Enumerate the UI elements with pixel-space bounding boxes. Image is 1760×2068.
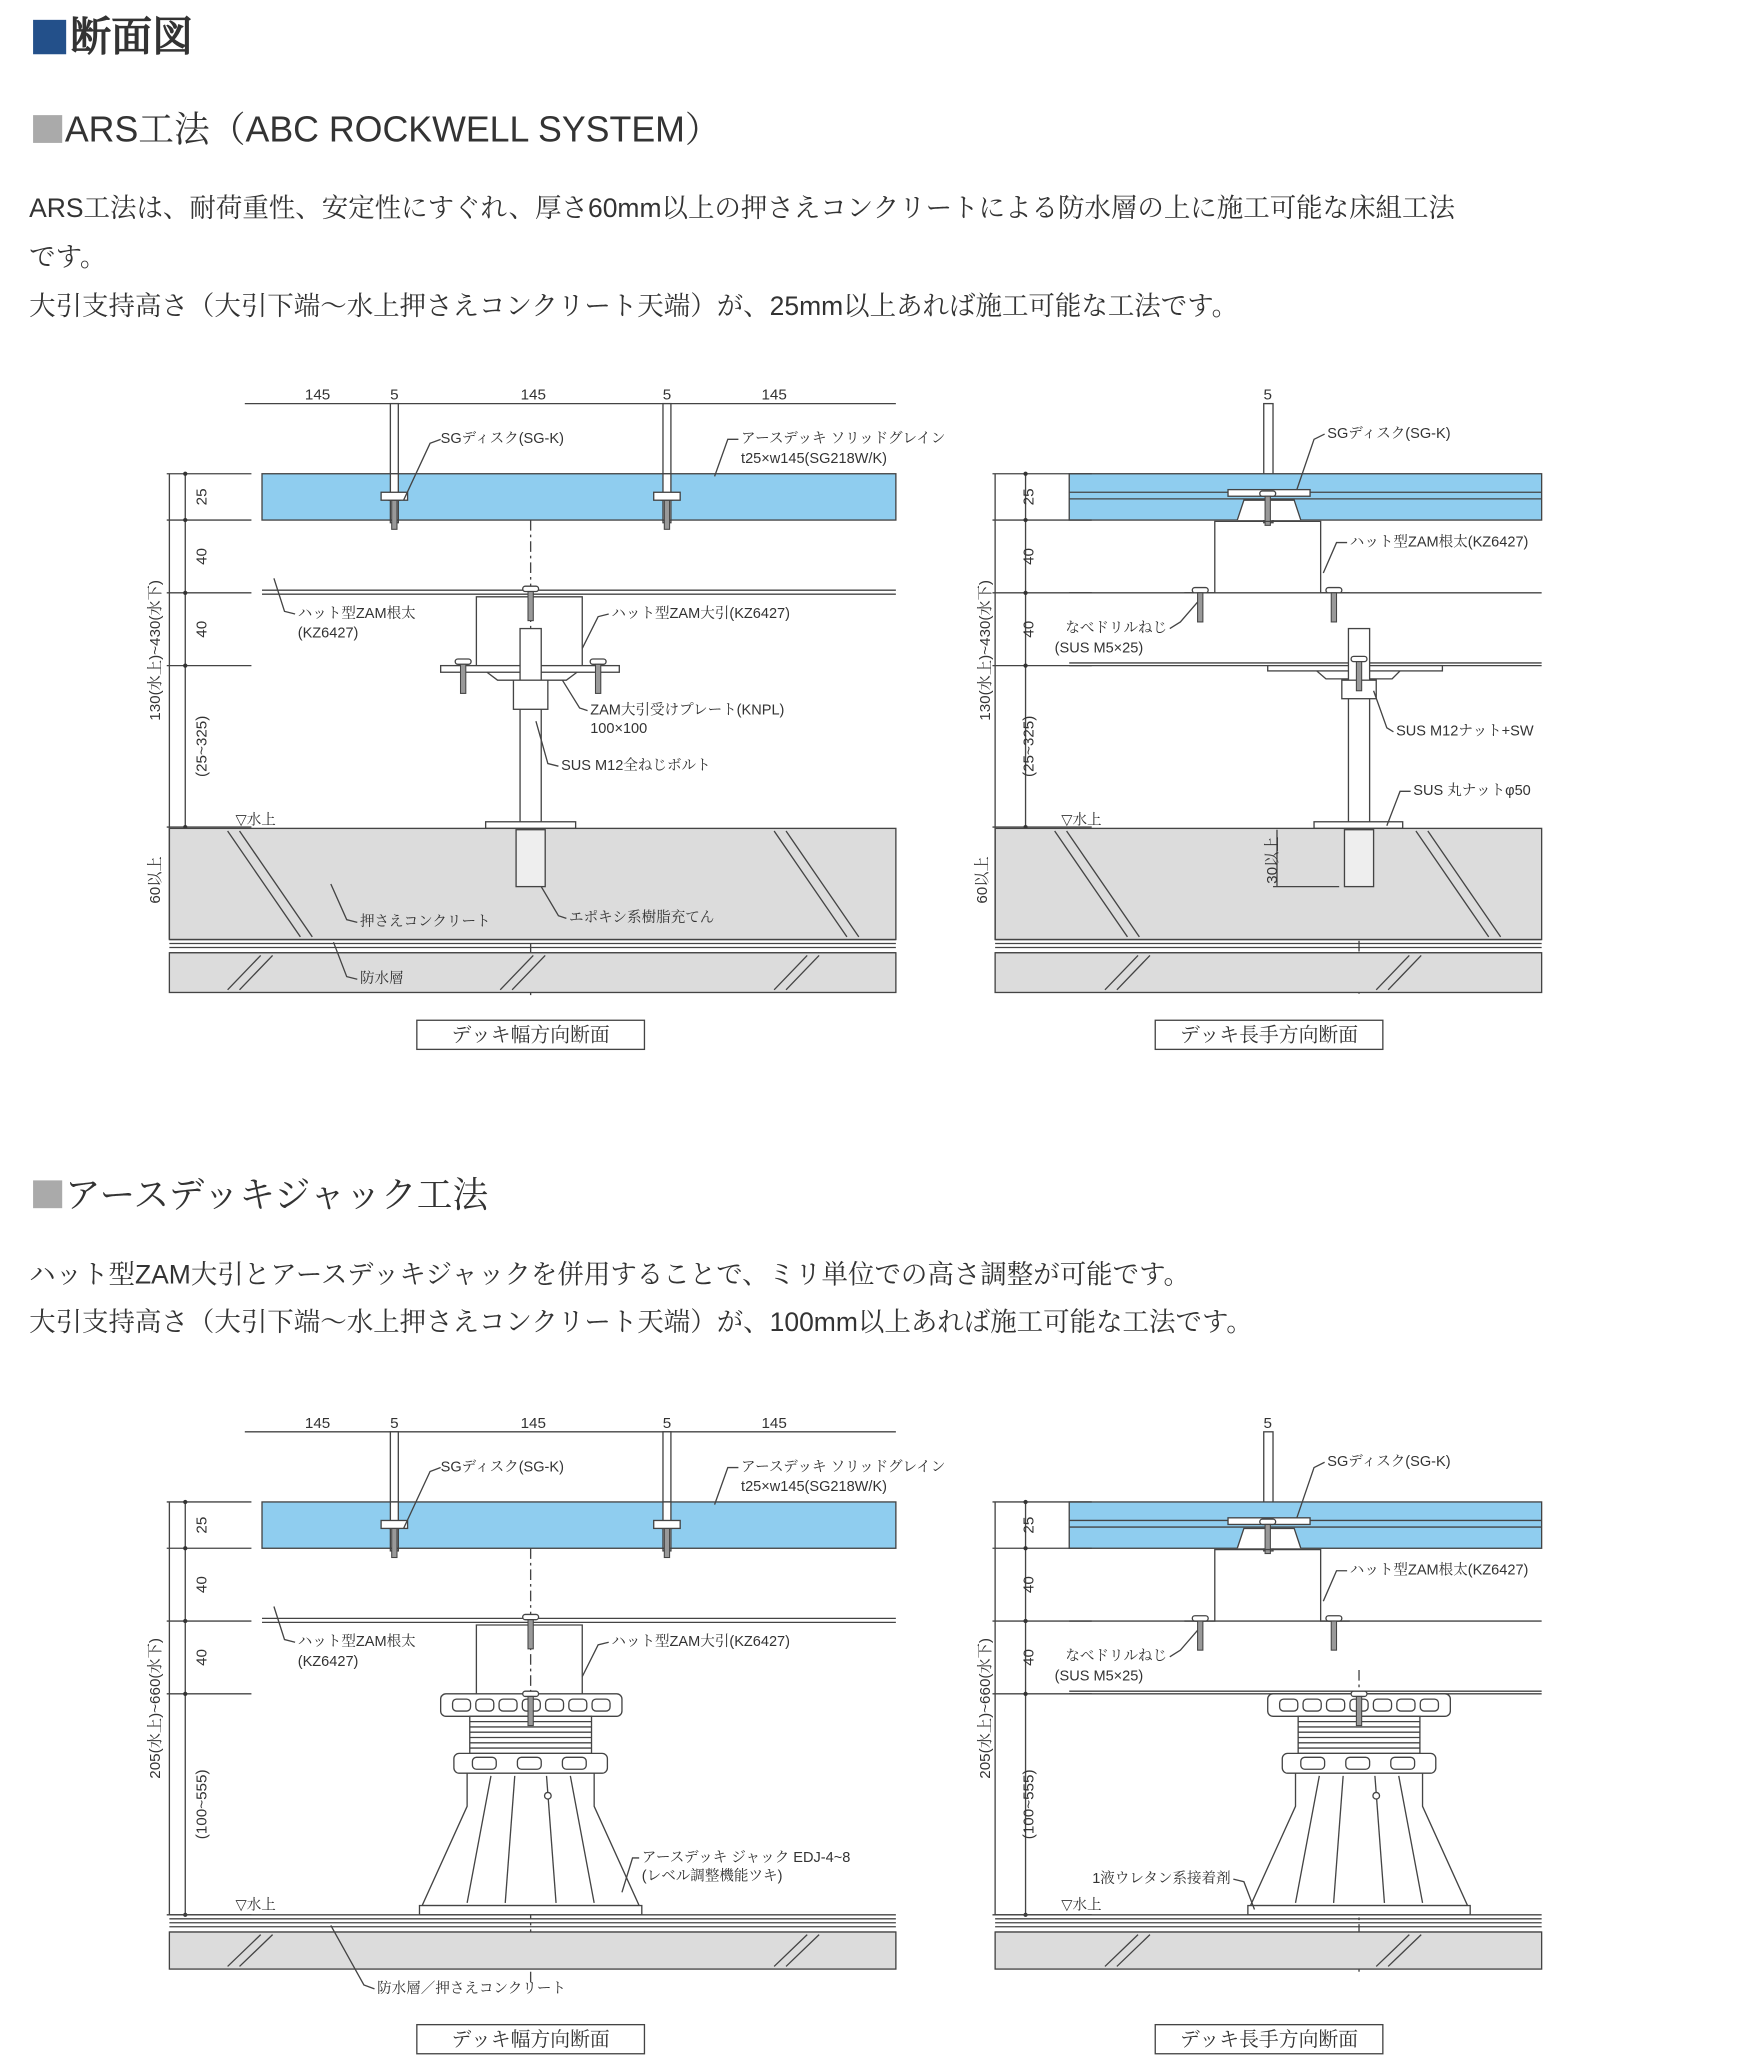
dimension-label: 5 bbox=[390, 1414, 399, 1432]
dimension-label: 60以上 bbox=[147, 856, 165, 904]
dimension-dot bbox=[183, 591, 187, 595]
diagram-label: ▽水上 bbox=[1061, 812, 1102, 829]
screw-shaft bbox=[1356, 1696, 1361, 1725]
diagram-label: ハット型ZAM大引(KZ6427) bbox=[611, 1634, 791, 1651]
screw-head bbox=[523, 1691, 539, 1696]
jack-head-hole bbox=[546, 1699, 564, 1711]
diagram-label: 100×100 bbox=[590, 720, 648, 737]
screw-head bbox=[523, 586, 539, 591]
jack-nut-hole bbox=[472, 1757, 496, 1769]
jack-head-hole bbox=[1373, 1699, 1391, 1711]
diagram-label: エポキシ系樹脂充てん bbox=[569, 910, 715, 927]
screw-shaft bbox=[461, 664, 466, 693]
diagram-label: SUS 丸ナットφ50 bbox=[1413, 783, 1531, 800]
jack-head-hole bbox=[499, 1699, 517, 1711]
diagram-label: SGディスク(SG-K) bbox=[440, 431, 564, 448]
screw-head bbox=[1351, 1691, 1367, 1696]
dimension-label: 145 bbox=[761, 1414, 787, 1432]
drill-screw-icon bbox=[1326, 588, 1342, 622]
jack-head-hole bbox=[476, 1699, 494, 1711]
dimension-label: (100~555) bbox=[1020, 1769, 1038, 1840]
dimension-label: 145 bbox=[304, 386, 331, 404]
screw-shaft bbox=[1198, 593, 1203, 622]
screw-shaft bbox=[528, 1620, 533, 1649]
paragraph-line: ARS工法は、耐荷重性、安定性にすぐれ、厚さ60mm以上の押さえコンクリートによる防水層の上に施工可能な床組工法 bbox=[29, 194, 1455, 224]
epoxy-fill bbox=[1344, 830, 1373, 887]
dimension-dot bbox=[183, 1500, 187, 1504]
screw-head bbox=[1326, 1616, 1342, 1621]
round-nut bbox=[1314, 822, 1403, 829]
dimension-label: 5 bbox=[662, 1414, 672, 1432]
screw-shaft bbox=[664, 1528, 669, 1557]
section-heading-text: ARS工法（ABC ROCKWELL SYSTEM） bbox=[64, 109, 721, 150]
dimension-dot bbox=[1023, 1546, 1027, 1550]
leader-line bbox=[715, 1468, 739, 1505]
deck-board bbox=[262, 474, 896, 520]
diagram-label: (レベル調整機能ツキ) bbox=[641, 1868, 783, 1885]
jack-head-hole bbox=[569, 1699, 587, 1711]
diagram-label: (SUS M5×25) bbox=[1054, 640, 1144, 657]
epoxy-fill bbox=[516, 830, 545, 887]
diagram-label: 防水層／押さえコンクリート bbox=[377, 1980, 566, 1997]
diagram-label: アースデッキ ソリッドグレイン bbox=[741, 431, 946, 448]
sg-disk bbox=[654, 1520, 680, 1528]
hat-joist bbox=[1184, 1550, 1349, 1621]
concrete-slab bbox=[169, 1932, 895, 1969]
diagram-label: ▽水上 bbox=[1061, 1897, 1102, 1914]
leader-line bbox=[1323, 1571, 1347, 1601]
diagram-label: t25×w145(SG218W/K) bbox=[741, 451, 888, 468]
dimension-dot bbox=[1023, 1619, 1027, 1623]
dimension-label: (25~325) bbox=[1020, 715, 1038, 777]
diagram-caption: デッキ長手方向断面 bbox=[1180, 1024, 1359, 1047]
diagram-label: (KZ6427) bbox=[297, 1653, 359, 1670]
dimension-label: (100~555) bbox=[193, 1769, 211, 1840]
dimension-label: 5 bbox=[390, 386, 399, 404]
dimension-label: 130(水上)~430(水下) bbox=[976, 580, 994, 721]
dimension-label: 40 bbox=[1020, 1648, 1038, 1666]
deck-board bbox=[262, 1502, 896, 1548]
diagram-label: ハット型ZAM根太(KZ6427) bbox=[1349, 534, 1529, 551]
leader-line bbox=[1387, 791, 1411, 825]
jack-nut-hole bbox=[1301, 1757, 1325, 1769]
diagram-label: なべドリルねじ bbox=[1065, 620, 1168, 637]
base-plate bbox=[486, 822, 576, 829]
leader-line bbox=[274, 1606, 295, 1642]
dimension-dot bbox=[1023, 472, 1027, 476]
hat-joist bbox=[1184, 521, 1349, 592]
section-heading-text: アースデッキジャック工法 bbox=[64, 1175, 489, 1215]
dimension-label: 145 bbox=[520, 1414, 546, 1432]
sg-disk bbox=[654, 492, 680, 500]
jack-head-hole bbox=[592, 1699, 610, 1711]
leader-line bbox=[274, 578, 295, 614]
diagram-label: SGディスク(SG-K) bbox=[1327, 425, 1451, 442]
dimension-dot bbox=[1023, 664, 1027, 668]
screw-head bbox=[1351, 656, 1367, 661]
screw-head bbox=[523, 1614, 539, 1619]
leader-line bbox=[582, 614, 608, 648]
plate-screw-icon bbox=[455, 659, 471, 693]
dimension-label: 25 bbox=[1020, 488, 1038, 506]
jack-head-hole bbox=[1303, 1699, 1321, 1711]
jack-base bbox=[419, 1906, 641, 1915]
diagram-label: ZAM大引受けプレート(KNPL) bbox=[590, 702, 785, 719]
page-title-text: 断面図 bbox=[70, 13, 194, 60]
dimension-dot bbox=[183, 1619, 187, 1623]
screw-head bbox=[1192, 588, 1208, 593]
plate-screw-icon bbox=[590, 659, 606, 693]
drill-screw-icon bbox=[1326, 1616, 1342, 1650]
diagram-label: (SUS M5×25) bbox=[1054, 1668, 1144, 1685]
jack-nut-hole bbox=[517, 1757, 541, 1769]
dimension-dot bbox=[1023, 518, 1027, 522]
screw-head bbox=[1192, 1616, 1208, 1621]
screw-shaft bbox=[1331, 1621, 1336, 1650]
jack-body bbox=[1251, 1773, 1468, 1905]
diagram-label: 防水層 bbox=[359, 971, 404, 988]
dimension-label: 205(水上)~660(水下) bbox=[147, 1638, 165, 1779]
screw-head bbox=[1260, 491, 1276, 496]
dimension-dot bbox=[183, 472, 187, 476]
dimension-dot bbox=[1023, 1500, 1027, 1504]
jack-head-hole bbox=[1420, 1699, 1438, 1711]
height-adjustable-jack bbox=[1248, 1694, 1470, 1915]
leader-line bbox=[715, 439, 739, 476]
dimension-label: 60以上 bbox=[974, 856, 992, 904]
beam-screw-icon bbox=[523, 1614, 539, 1648]
screw-shaft bbox=[1331, 593, 1336, 622]
screw-head bbox=[590, 659, 606, 664]
diagram-label: SGディスク(SG-K) bbox=[1327, 1454, 1451, 1471]
jack-nut-hole bbox=[1391, 1757, 1415, 1769]
diagram-label: ▽水上 bbox=[235, 1897, 276, 1914]
dimension-label: 40 bbox=[193, 1576, 211, 1594]
diagram-label: なべドリルねじ bbox=[1065, 1648, 1168, 1665]
jack-hole bbox=[1373, 1792, 1380, 1799]
diagram-label: SUS M12ナット+SW bbox=[1396, 723, 1534, 740]
jack-nut-hole bbox=[562, 1757, 586, 1769]
screw-shaft bbox=[1356, 662, 1361, 691]
leader-line bbox=[1323, 543, 1347, 573]
diagram-label: 押さえコンクリート bbox=[359, 914, 491, 931]
concrete-slab bbox=[995, 1932, 1542, 1969]
dimension-label: 205(水上)~660(水下) bbox=[976, 1638, 994, 1779]
diagram-label: t25×w145(SG218W/K) bbox=[741, 1479, 888, 1496]
jack-nut-hole bbox=[1346, 1757, 1370, 1769]
leader-line bbox=[582, 1642, 608, 1676]
screw-shaft bbox=[528, 592, 533, 621]
diagram-label: ハット型ZAM大引(KZ6427) bbox=[611, 605, 791, 622]
diagram-label: (KZ6427) bbox=[297, 625, 359, 642]
diagram-label: アースデッキ ソリッドグレイン bbox=[741, 1459, 946, 1476]
dimension-label: 40 bbox=[193, 620, 211, 638]
screw-head bbox=[1326, 588, 1342, 593]
dimension-label: 5 bbox=[1263, 386, 1272, 404]
dimension-label: 25 bbox=[1020, 1516, 1038, 1534]
dimension-label: 30以上 bbox=[1264, 836, 1282, 884]
dimension-dot bbox=[1023, 1692, 1027, 1696]
dimension-label: 5 bbox=[1263, 1414, 1272, 1432]
screw-shaft bbox=[664, 500, 669, 529]
diagram-label: ハット型ZAM根太 bbox=[297, 605, 416, 622]
jack-base bbox=[1248, 1906, 1470, 1915]
height-adjustable-jack bbox=[419, 1694, 641, 1915]
screw-head bbox=[1260, 1519, 1276, 1524]
jack-body bbox=[422, 1773, 639, 1905]
diagram-label: SGディスク(SG-K) bbox=[440, 1459, 564, 1476]
screw-shaft bbox=[1198, 1621, 1203, 1650]
base-slab bbox=[995, 953, 1542, 993]
dimension-dot bbox=[183, 1546, 187, 1550]
dimension-label: 40 bbox=[1020, 1576, 1038, 1594]
dimension-label: (25~325) bbox=[193, 715, 211, 777]
base-slab bbox=[169, 953, 895, 993]
screw-shaft bbox=[392, 500, 397, 529]
dimension-label: 40 bbox=[1020, 547, 1038, 565]
screw-shaft bbox=[595, 664, 600, 693]
paragraph-line: 大引支持高さ（大引下端～水上押さえコンクリート天端）が、100mm以上あれば施工可能な工法です。 bbox=[29, 1308, 1253, 1338]
dimension-dot bbox=[1023, 591, 1027, 595]
diagram-label: ハット型ZAM根太 bbox=[297, 1634, 416, 1651]
nut bbox=[513, 680, 547, 709]
leader-line bbox=[562, 680, 587, 710]
leader-line bbox=[1170, 1630, 1198, 1656]
dimension-label: 145 bbox=[520, 386, 546, 404]
paragraph-line: です。 bbox=[29, 243, 107, 273]
diagram-caption: デッキ幅方向断面 bbox=[451, 1024, 610, 1047]
jack-head-hole bbox=[1397, 1699, 1415, 1711]
dimension-dot bbox=[183, 664, 187, 668]
paragraph-line: 大引支持高さ（大引下端～水上押さえコンクリート天端）が、25mm以上あれば施工可能な工法です。 bbox=[29, 292, 1239, 322]
dimension-dot bbox=[183, 1692, 187, 1696]
jack-head-hole bbox=[453, 1699, 471, 1711]
dimension-label: 145 bbox=[761, 386, 787, 404]
dimension-label: 130(水上)~430(水下) bbox=[147, 580, 165, 721]
diagram-caption: デッキ長手方向断面 bbox=[1180, 2028, 1359, 2051]
dimension-label: 25 bbox=[193, 488, 211, 506]
paragraph-line: ハット型ZAM大引とアースデッキジャックを併用することで、ミリ単位での高さ調整が可能です。 bbox=[29, 1261, 1190, 1291]
screw-shaft bbox=[528, 1696, 533, 1725]
screw-shaft bbox=[392, 1528, 397, 1557]
diagram-label: ハット型ZAM根太(KZ6427) bbox=[1349, 1562, 1529, 1579]
diagram-label: 1液ウレタン系接着剤 bbox=[1092, 1870, 1231, 1887]
dimension-label: 5 bbox=[662, 386, 672, 404]
dimension-label: 40 bbox=[193, 547, 211, 565]
jack-head-hole bbox=[1327, 1699, 1345, 1711]
dimension-label: 145 bbox=[304, 1414, 331, 1432]
dimension-label: 25 bbox=[193, 1516, 211, 1534]
diagram-label: SUS M12全ねじボルト bbox=[561, 758, 711, 775]
dimension-label: 40 bbox=[1020, 620, 1038, 638]
screw-head bbox=[455, 659, 471, 664]
beam-screw-icon bbox=[523, 586, 539, 620]
dimension-label: 40 bbox=[193, 1648, 211, 1666]
jack-hole bbox=[545, 1792, 552, 1799]
diagram-label: アースデッキ ジャック EDJ-4~8 bbox=[641, 1849, 851, 1866]
diagram-caption: デッキ幅方向断面 bbox=[451, 2028, 610, 2051]
leader-line bbox=[1170, 602, 1198, 628]
jack-head-hole bbox=[1280, 1699, 1298, 1711]
dimension-dot bbox=[183, 518, 187, 522]
diagram-label: ▽水上 bbox=[235, 812, 276, 829]
